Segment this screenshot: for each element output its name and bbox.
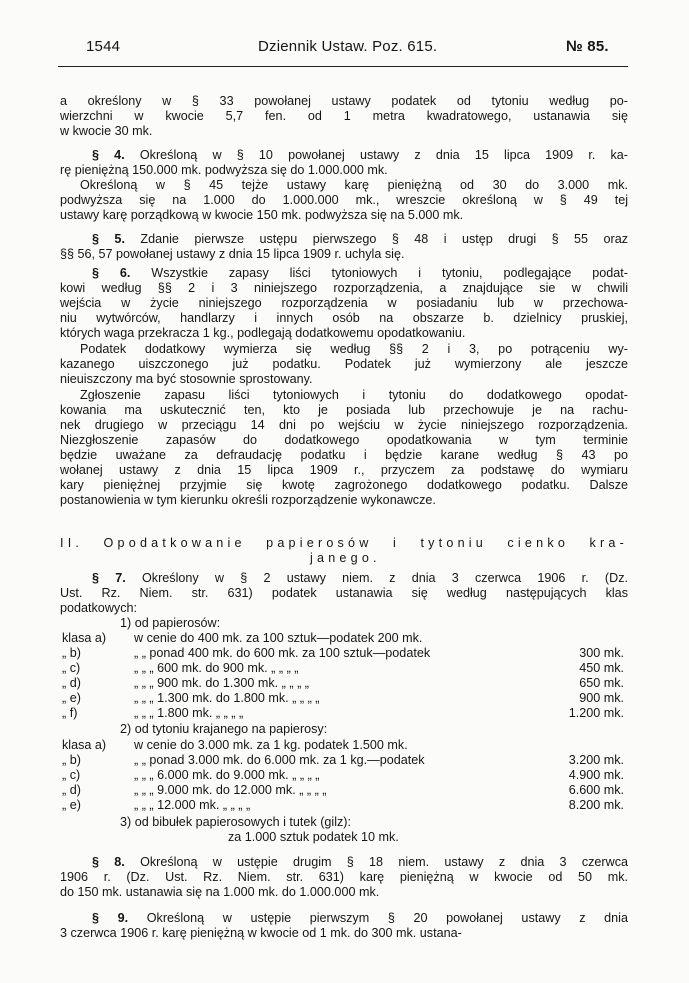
class-label: „ e) — [62, 691, 81, 705]
paragraph-line: §§ 56, 57 powołanej ustawy z dnia 15 lipca 1909 r. uchyla się. — [60, 247, 405, 261]
paragraph-line: § 8. Określoną w ustępie drugim § 18 niem. ustawy z dnia 3 czerwca — [92, 855, 629, 869]
section-mark: § 8. — [92, 855, 125, 869]
section-mark: § 5. — [92, 232, 125, 246]
paragraph-line: 3 czerwca 1906 r. karę pieniężną w kwocie od 1 mk. do 300 mk. ustana- — [60, 926, 462, 940]
paragraph-line: podatkowych: — [60, 601, 138, 615]
paragraph-line: postanowienia w tym kierunku określi rozporządzenie wykonawcze. — [60, 493, 436, 507]
tax-amount: 650 mk. — [579, 676, 624, 690]
paragraph-line: nek drugiego w przeciągu 14 dni po wejściu w życie niniejszego rozporządzenia. — [60, 418, 628, 432]
section-mark: § 4. — [92, 148, 125, 162]
paragraph-line: § 6. Wszystkie zapasy liści tytoniowych i tytoniu, podlegające podat- — [92, 266, 628, 280]
tax-amount: 3.200 mk. — [568, 753, 624, 767]
tax-amount: 300 mk. — [579, 646, 624, 660]
class-price-range: „ „ ponad 400 mk. do 600 mk. za 100 sztuk—podatek — [134, 646, 431, 660]
paragraph-line: będzie uważane za defraudację podatku i będzie karane według § 43 po — [60, 448, 628, 462]
paragraph-line: podwyższa się na 1.000 do 1.000.000 mk., wreszcie określoną w § 49 tej — [60, 193, 628, 207]
class-price-range: w cenie do 3.000 mk. za 1 kg. podatek 1.500 mk. — [134, 738, 408, 752]
paragraph-line: ustawy karę porządkową w kwocie 150 mk. podwyższa się na 5.000 mk. — [60, 208, 464, 222]
paragraph-line: nieuiszczony ma być stosownie sprostowany. — [60, 372, 313, 386]
paragraph-line: niu wytwórców, handlarzy i innych osób na obszarze b. dzielnicy pruskiej, — [60, 311, 628, 325]
paragraph-line: kowi według §§ 2 i 3 niniejszego rozporządzenia, a znajdujące sie w chwili — [60, 281, 628, 295]
paragraph-line: Zgłoszenie zapasu liści tytoniowych i tytoniu do dodatkowego opodat- — [80, 388, 628, 402]
group-title: 1) od papierosów: — [120, 616, 221, 630]
class-label: „ d) — [62, 783, 81, 797]
paragraph-line: wejścia w życie niniejszego rozporządzenia w posiadaniu lub w przechowa- — [60, 296, 628, 310]
class-price-range: „ „ „ 900 mk. do 1.300 mk. „ „ „ „ — [134, 676, 309, 690]
tax-amount: 6.600 mk. — [568, 783, 624, 797]
paragraph-line: § 7. Określony w § 2 ustawy niem. z dnia 3 czerwca 1906 r. (Dz. — [92, 571, 628, 585]
section-title-line: II. Opodatkowanie papierosów i tytoniu cienko kra- — [60, 536, 628, 550]
class-label: „ f) — [62, 706, 78, 720]
class-label: „ e) — [62, 798, 81, 812]
class-price-range: „ „ „ 12.000 mk. „ „ „ „ — [134, 798, 251, 812]
paragraph-line: 1906 r. (Dz. Ust. Rz. Niem. str. 631) karę pieniężną w kwocie od 50 mk. — [60, 870, 628, 884]
group-rate: za 1.000 sztuk podatek 10 mk. — [228, 830, 399, 844]
section-title-line: janego. — [310, 551, 381, 565]
paragraph-line: Niezgłoszenie zapasów do dodatkowego opodatkowania w tym terminie — [60, 433, 628, 447]
tax-amount: 8.200 mk. — [568, 798, 624, 812]
paragraph-line: § 4. Określoną w § 10 powołanej ustawy z dnia 15 lipca 1909 r. ka- — [92, 148, 628, 162]
paragraph-line: Ust. Rz. Niem. str. 631) podatek ustanawia się według następujących klas — [60, 586, 628, 600]
paragraph-line: których waga przekracza 1 kg., podlegają dodatkowemu opodatkowaniu. — [60, 326, 466, 340]
class-label: „ d) — [62, 676, 81, 690]
class-price-range: „ „ „ 9.000 mk. do 12.000 mk. „ „ „ „ — [134, 783, 327, 797]
section-mark: § 7. — [92, 571, 126, 585]
tax-amount: 900 mk. — [579, 691, 624, 705]
class-price-range: w cenie do 400 mk. za 100 sztuk—podatek 200 mk. — [134, 631, 423, 645]
paragraph-line: kowania ma uskutecznić ten, kto je posiada lub przechowuje je na rachu- — [60, 403, 628, 417]
class-price-range: „ „ „ 1.800 mk. „ „ „ „ — [134, 706, 244, 720]
class-price-range: „ „ „ 6.000 mk. do 9.000 mk. „ „ „ „ — [134, 768, 320, 782]
header-rule — [58, 66, 628, 67]
group-title: 2) od tytoniu krajanego na papierosy: — [120, 722, 328, 736]
class-label: „ c) — [62, 768, 81, 782]
class-label: klasa a) — [62, 738, 107, 752]
paragraph-line: kazanego uiszczonego już podatku. Podatek już wymierzony ale jeszcze — [60, 357, 628, 371]
paragraph-line: Podatek dodatkowy wymierza się według §§ 2 i 3, po potrąceniu wy- — [80, 342, 628, 356]
class-label: klasa a) — [62, 631, 107, 645]
class-label: „ b) — [62, 646, 81, 660]
paragraph-line: § 5. Zdanie pierwsze ustępu pierwszego § 48 i ustęp drugi § 55 oraz — [92, 232, 628, 246]
paragraph-line: § 9. Określoną w ustępie pierwszym § 20 powołanej ustawy z dnia — [92, 911, 628, 925]
class-label: „ b) — [62, 753, 81, 767]
paragraph-line: wierzchni w kwocie 5,7 fen. od 1 metra kwadratowego, ustanawia się — [60, 109, 628, 123]
issue-number: № 85. — [566, 38, 609, 55]
paragraph-line: do 150 mk. ustanawia się na 1.000 mk. do 1.000.000 mk. — [60, 885, 380, 899]
tax-amount: 1.200 mk. — [568, 706, 624, 720]
tax-amount: 450 mk. — [579, 661, 624, 675]
paragraph-line: a określony w § 33 powołanej ustawy podatek od tytoniu według po- — [60, 94, 628, 108]
paragraph-line: Określoną w § 45 tejże ustawy karę pieniężną od 30 do 3.000 mk. — [80, 178, 628, 192]
page-number: 1544 — [86, 38, 121, 55]
class-price-range: „ „ „ 1.300 mk. do 1.800 mk. „ „ „ „ — [134, 691, 320, 705]
class-label: „ c) — [62, 661, 81, 675]
paragraph-line: w kwocie 30 mk. — [60, 124, 153, 138]
tax-amount: 4.900 mk. — [568, 768, 624, 782]
paragraph-line: kary pieniężnej przyjmie się kwotę zagrożonego dodatkowego podatku. Dalsze — [60, 478, 628, 492]
paragraph-line: rę pieniężną 150.000 mk. podwyższa się do 1.000.000 mk. — [60, 163, 388, 177]
section-mark: § 9. — [92, 911, 129, 925]
class-price-range: „ „ „ 600 mk. do 900 mk. „ „ „ „ — [134, 661, 299, 675]
journal-title: Dziennik Ustaw. Poz. 615. — [258, 38, 438, 55]
section-mark: § 6. — [92, 266, 131, 280]
class-price-range: „ „ ponad 3.000 mk. do 6.000 mk. za 1 kg.—podatek — [134, 753, 425, 767]
group-title: 3) od bibułek papierosowych i tutek (gilz): — [120, 815, 351, 829]
paragraph-line: wołanej ustawy z dnia 15 lipca 1909 r., przyczem za podstawę do wymiaru — [60, 463, 628, 477]
